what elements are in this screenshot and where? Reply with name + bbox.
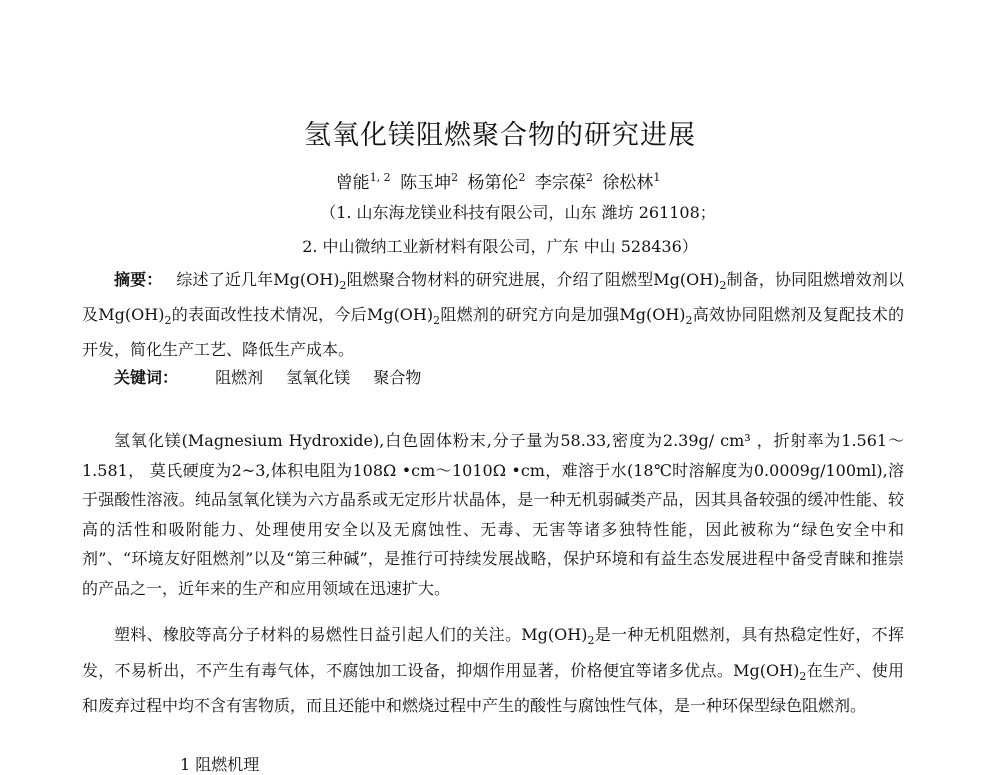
keywords-label: 关键词： [114,368,179,387]
author-name: 徐松林 [602,173,654,193]
author-affiliation-mark: 2 [585,171,593,185]
paper-title: 氢氧化镁阻燃聚合物的研究进展 [304,120,696,151]
author-affiliation-mark: 2 [451,171,459,185]
author-name: 陈玉坤 [400,173,452,193]
abstract [82,265,904,364]
body-paragraph-1: 氢氧化镁(Magnesium Hydroxide),白色固体粉末,分子量为58.33,密度为2.39g/ cm³ ，折射率为1.561～1.581， 莫氏硬度为2~3,体积电阻为108Ω •cm～1010Ω •cm，难溶于水(18℃时溶解度为0.0009g/100ml),溶于强酸性溶液。纯品氢氧化镁为六方晶系或无定形片状晶体，是一种无机弱碱类产品，因其具备较强的缓冲性能、较高的活性和吸附能力、处理使用安全以及无腐蚀性、无毒、无害等诸多独特性能，因此被称为“绿色安全中和剂”、“环境友好阻燃剂”以及“第三种碱”，是推行可持续发展战略，保护环境和有益生态发展进程中备受青睐和推崇的产品之一，近年来的生产和应用领域在迅速扩大。 [82,431,904,598]
author-name: 曾能 [335,173,370,193]
author-name: 李宗葆 [534,173,586,193]
author-affiliation-mark: 1, 2 [369,171,391,185]
author-list [0,168,1000,193]
author-name: 杨第伦 [467,173,519,193]
abstract-text: 综述了近几年$Mg(OH)_2$阻燃聚合物材料的研究进展，介绍了阻燃型$Mg(OH)_2$制备，协同阻燃增效剂以及$Mg(OH)_2$的表面改性技术情况，今后$Mg(OH)_2$阻燃剂的研究方向是加强$Mg(OH)_2$高效协同阻燃剂及复配技术的开发，简化生产工艺、降低生产成本。 [82,270,904,360]
body-paragraph-2: 塑料、橡胶等高分子材料的易燃性日益引起人们的关注。$Mg(OH)_2$是一种无机阻燃剂，具有热稳定性好，不挥发，不易析出，不产生有毒气体，不腐蚀加工设备，抑烟作用显著，价格便宜等诸多优点。$Mg(OH)_2$在生产、使用和废弃过程中均不含有害物质，而且还能中和燃烧过程中产生的酸性与腐蚀性气体，是一种环保型绿色阻燃剂。 [82,625,904,716]
section-heading-cut: 1 阻燃机理 [180,755,260,774]
keyword: 阻燃剂 [215,368,264,387]
keyword: 氢氧化镁 [286,368,351,387]
author-affiliation-mark: 2 [518,171,526,185]
keyword: 聚合物 [373,368,422,387]
keywords [114,365,421,388]
affiliation-1: （1. 山东海龙镁业科技有限公司，山东 潍坊 261108； [320,203,716,222]
abstract-label: 摘要： [114,270,163,289]
affiliation-2: 2. 中山微纳工业新材料有限公司，广东 中山 528436） [302,237,698,256]
author-affiliation-mark: 1 [653,171,661,185]
